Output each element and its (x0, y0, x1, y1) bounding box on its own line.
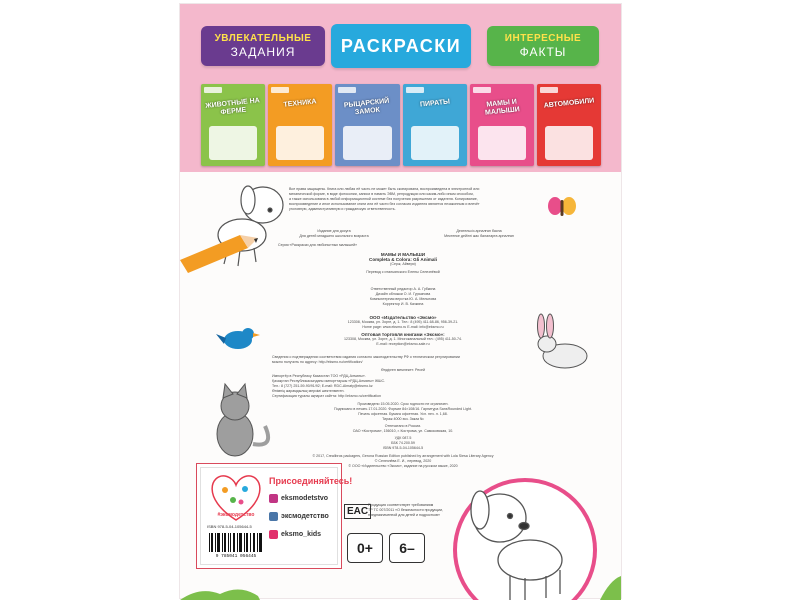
cover-badge (540, 87, 558, 93)
text-line: Ответственный редактор А. А. Губкина (370, 287, 436, 291)
text-line: Қазақстан Республикасындағы импорттаушы «РДЦ-Алматы» ЖШС. (272, 379, 386, 383)
cover-badge (473, 87, 491, 93)
text-line: предназначенной для детей и подростков» (368, 513, 440, 517)
text-line: Продукция соответствует требованиям (368, 503, 434, 507)
text-line: Корректор И. В. Качкина (382, 302, 424, 306)
social-label: eksmodetstvo (281, 495, 329, 502)
age-rating-6: 6– (389, 533, 425, 563)
instagram-icon (269, 530, 278, 539)
banner-left-line2: ЗАДАНИЯ (230, 45, 296, 59)
connect-title: Присоединяйтесь! (269, 476, 353, 486)
wholesale-address: 123308, Москва, ул. Зорге, д. 1. Многоканальный тел.: (495) 411-50-74. (343, 337, 462, 341)
text-line: Отпечатано в России. (384, 424, 422, 428)
text-line: Все права защищены. Книга или любая её часть не может быть скопирована, воспроизведена в электронной или (289, 187, 480, 191)
isbn-imprint: ISBN 978-5-04-105644-5 (382, 446, 424, 450)
age-rating-0: 0+ (347, 533, 383, 563)
text-line: Сведения о подтверждении соответствия издания согласно законодательству РФ о техническом регулировании (272, 355, 460, 359)
bbk: ББК 74.200.59 (391, 441, 415, 445)
text-line: Печать офсетная. Бумага офсетная. Усл. печ. л. 1,68. (358, 412, 448, 416)
cover-badge (271, 87, 289, 93)
stamp-hashtag: #эксмодетство (217, 512, 255, 518)
social-eksmo-kids[interactable] (269, 530, 321, 539)
text-line: © Селезнёва Е. И., перевод, 2020 (374, 459, 432, 463)
text-line: Сертификация туралы ақпарат сайтта: http://eksmo.ru/certification (272, 394, 381, 398)
grass-icon (600, 576, 621, 600)
isbn-barcode-label: ISBN 978-5-04-105644-5 (207, 524, 252, 529)
made-in: Өндірген мемлекет: Ресей (380, 368, 426, 372)
author-line: (Серж, Айвери) (390, 262, 416, 266)
audience-right-1: Деятельсіз арналған баспа (456, 229, 502, 233)
text-line: воспроизведение и иное использование книги или её части без согласия издателя является незаконным и влечёт (289, 202, 480, 206)
banner-middle-line1: РАСКРАСКИ (340, 36, 462, 56)
text-line: © 2017, Crealibros packagers, Gerona Russian Edition published by arrangement with Lola Siesa Literary Agency (312, 454, 494, 458)
udk: УДК 087.5 (394, 436, 412, 440)
text-line: механической форме, в виде фотокопии, записи в память ЭВМ, репродукции или каким-либо иным способом, (289, 192, 474, 196)
social-label: eksmo_kids (281, 531, 322, 538)
cover-title: МАМЫ И МАЛЫШИ (484, 98, 520, 117)
text-line: Тел.: 8 (727) 251-59-90/91/92; E-mail: RDC-Almaty@eksmo.kz (272, 384, 373, 388)
text-line: Импортёр в Республику Казахстан ТОО «РДЦ-Алматы». (272, 374, 366, 378)
banner-interesting-facts (487, 26, 599, 66)
banner-right-line1: ИНТЕРЕСНЫЕ (504, 33, 582, 44)
original-title: Completa & Colora: Gli Animali (369, 257, 437, 262)
barcode-icon (207, 532, 265, 558)
cover-badge (338, 87, 356, 93)
butterfly-icon (548, 197, 576, 216)
cover-badge (406, 87, 424, 93)
eac-mark: EAC (344, 504, 371, 519)
text-line: ТР ТС 007/2011 «О безопасности продукции, (368, 508, 444, 512)
social-eksmodetstvo[interactable] (269, 494, 328, 503)
text-line: ОАО «Кострома», 156010, г. Кострома, ул. Самоковская, 10. (352, 429, 454, 433)
text-line: Өнімнің жарамдылық мерзімі шектелмеген. (272, 389, 345, 393)
connect-card (200, 467, 353, 565)
text-line: Произведено 15.05.2020. Срок годности не ограничен. (357, 402, 449, 406)
cover-title: РЫЦАРСКИЙ ЗАМОК (343, 97, 390, 117)
cover-title: ПИРАТЫ (419, 98, 450, 109)
banner-right-line2: ФАКТЫ (519, 45, 567, 59)
series-text: Серия «Раскраски для любопытных малышей» (278, 243, 358, 247)
rabbit-icon (538, 314, 588, 368)
text-line: Дизайн обложки О. И. Гурьянова (375, 292, 431, 296)
puppy-circle-icon (453, 478, 597, 600)
banner-left-line1: УВЛЕКАТЕЛЬНЫЕ (214, 33, 312, 44)
instagram-icon (269, 494, 278, 503)
text-line: © ООО «Издательство «Эксмо», издание на русском языке, 2020 (348, 464, 458, 468)
banner-engaging-tasks (201, 26, 325, 66)
wholesale-mail: E-mail: reception@eksmo-sale.ru (376, 342, 430, 346)
publisher-name: ООО «Издательство «Эксмо» (369, 315, 437, 320)
text-line: Тираж 4000 экз. Заказ № (382, 417, 424, 421)
text-line: уголовную, административную и гражданскую ответственность. (289, 207, 396, 211)
barcode-number: 9 785041 056445 (215, 554, 257, 558)
text-line: Подписано в печать 17.01.2020. Формат 84×108/16. Гарнитура SansRounded Light. (334, 407, 472, 411)
audience-right-2: Мектепке дейінгі жас балаларға арналған (444, 234, 514, 238)
social-label: эксмодетство (281, 513, 329, 520)
cover-title: АВТОМОБИЛИ (543, 97, 595, 110)
book-title: МАМЫ И МАЛЫШИ (380, 252, 426, 257)
cover-title: ЖИВОТНЫЕ НА ФЕРМЕ (205, 97, 261, 117)
bird-icon (216, 328, 260, 349)
audience-left-1: Издание для досуга (317, 229, 351, 233)
social-vk[interactable] (269, 512, 329, 521)
conformity-text (368, 503, 458, 518)
banner-coloring (331, 24, 471, 68)
text-line: можно получить по адресу: http://eksmo.ru/certification/ (272, 360, 363, 364)
publisher-home: Home page: www.eksmo.ru E-mail: info@eksmo.ru (362, 325, 444, 329)
cover-title: ТЕХНИКА (283, 98, 317, 109)
publisher-address: 123308, Москва, ул. Зорге, д. 1. Тел.: 8 (495) 411-68-86, 956-39-21. (347, 320, 459, 324)
translator-line: Перевод с итальянского Елены Селезнёвой (366, 270, 440, 274)
grass-icon (180, 589, 260, 600)
vk-icon (269, 512, 278, 521)
audience-left-2: Для детей младшего школьного возраста (299, 234, 369, 238)
text-line: Компьютерная верстка Ю. А. Мельнова (369, 297, 437, 301)
text-line: а также использована в любой информационной системе без получения разрешения от издателя. Копирование, (289, 197, 478, 201)
cat-icon (217, 384, 268, 456)
wholesale-name: Оптовая торговля книгами «Эксмо»: (361, 332, 445, 337)
cover-badge (204, 87, 222, 93)
